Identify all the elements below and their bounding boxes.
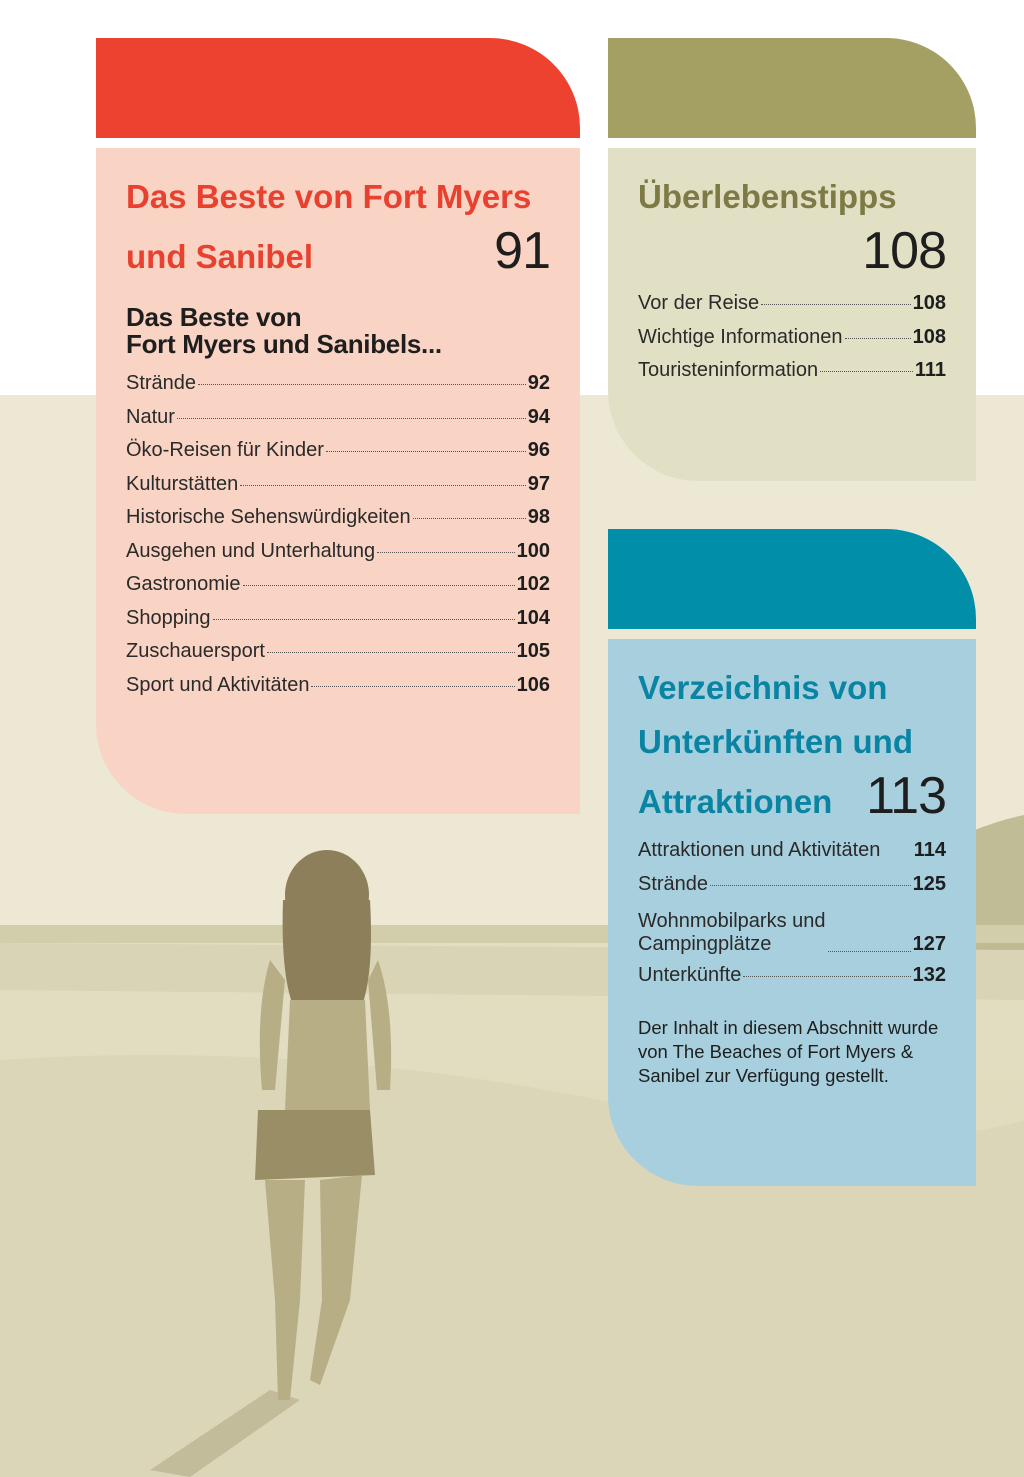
toc-entry[interactable]: Strände 92 [126, 372, 550, 394]
survival-page-number: 108 [862, 222, 946, 280]
directory-title-line1: Verzeichnis von [638, 669, 888, 706]
toc-entry[interactable]: Natur 94 [126, 405, 550, 428]
toc-entry[interactable]: Vor der Reise 108 [638, 292, 946, 314]
toc-entry[interactable]: Shopping 104 [126, 606, 550, 629]
best-of-toc-list [126, 372, 550, 707]
directory-section [608, 639, 976, 1186]
toc-entry[interactable]: Historische Sehenswürdigkeiten 98 [126, 506, 550, 528]
toc-entry[interactable]: Sport und Aktivitäten 106 [126, 673, 550, 696]
directory-toc-list [638, 839, 946, 998]
best-of-section [96, 148, 580, 814]
toc-entry[interactable]: Öko-Reisen für Kinder 96 [126, 439, 550, 461]
toc-entry[interactable]: Gastronomie 102 [126, 573, 550, 595]
best-of-title-line2: und Sanibel [126, 238, 314, 275]
toc-entry[interactable]: Strände 125 [638, 872, 946, 895]
toc-entry[interactable]: Ausgehen und Unterhaltung 100 [126, 539, 550, 562]
best-of-title-line1: Das Beste von Fort Myers [126, 178, 532, 215]
survival-toc-list [638, 292, 946, 393]
best-of-subheading: Das Beste von Fort Myers und Sanibels... [126, 302, 442, 359]
survival-section [608, 148, 976, 481]
directory-tab-header [608, 529, 976, 629]
survival-title: Überlebenstipps [638, 178, 897, 215]
toc-entry[interactable]: Unterkünfte 132 [638, 964, 946, 986]
directory-note: Der Inhalt in diesem Abschnitt wurde von The Beaches of Fort Myers & Sanibel zur Verfügung gestellt. [638, 1016, 939, 1086]
directory-title-line3: Attraktionen [638, 783, 833, 820]
survival-tab-header [608, 38, 976, 138]
best-of-page-number: 91 [494, 222, 550, 280]
toc-entry[interactable]: Attraktionen und Aktivitäten 114 [638, 839, 946, 861]
directory-title-line2: Unterkünften und [638, 723, 913, 760]
directory-page-number: 113 [866, 767, 946, 825]
toc-entry[interactable]: Touristeninformation 111 [638, 359, 946, 381]
best-of-tab-header [96, 38, 580, 138]
toc-entry[interactable]: Wohnmobilparks und Campingplätze 127 [638, 910, 946, 955]
toc-entry[interactable]: Kulturstätten 97 [126, 472, 550, 495]
toc-entry[interactable]: Zuschauersport 105 [126, 640, 550, 662]
toc-entry[interactable]: Wichtige Informationen 108 [638, 325, 946, 348]
